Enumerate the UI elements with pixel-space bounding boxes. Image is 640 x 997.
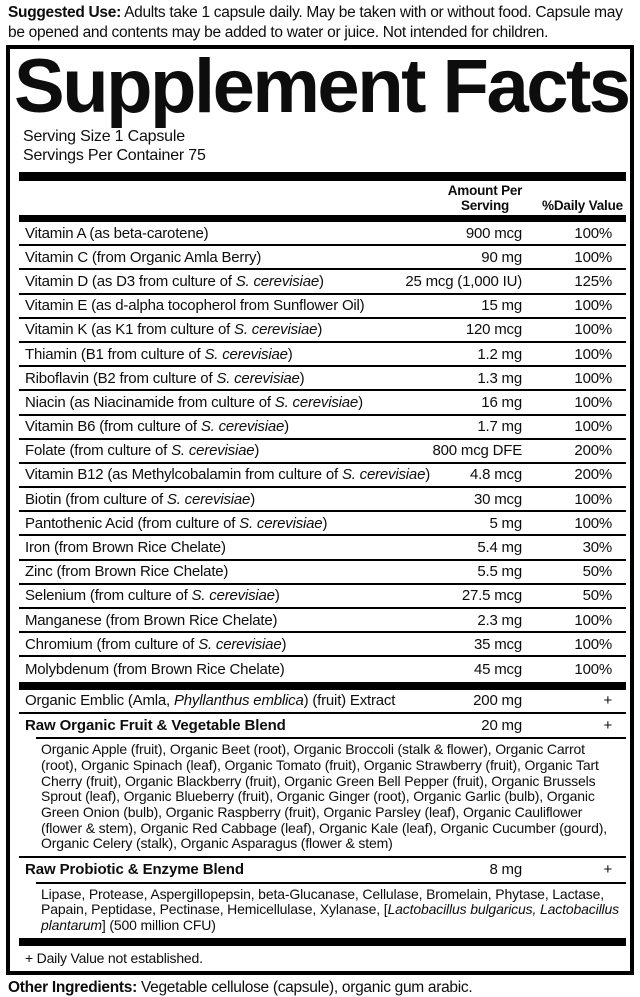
amount-per-serving-value: 5.4 mg [477, 539, 522, 557]
table-row [19, 585, 626, 609]
amount-per-serving-value: 5 mg [489, 514, 522, 532]
nutrient-name: Iron (from Brown Rice Chelate) [25, 539, 226, 557]
nutrient-name: Raw Probiotic & Enzyme Blend [25, 861, 244, 879]
nutrient-name: Riboflavin (B2 from culture of S. cerevisiae) [25, 369, 305, 387]
table-row [19, 609, 626, 633]
dv-footnote: + Daily Value not established. [25, 949, 203, 966]
facts-table [19, 172, 626, 971]
servings-per-container: Servings Per Container 75 [23, 147, 206, 164]
daily-value-percent: + [603, 861, 612, 879]
nutrient-name: Niacin (as Niacinamide from culture of S. cerevisiae) [25, 393, 363, 411]
table-row [19, 343, 626, 367]
daily-value-percent: 100% [574, 345, 612, 363]
daily-value-percent: 200% [574, 466, 612, 484]
table-row [19, 464, 626, 488]
nutrient-name: Vitamin B6 (from culture of S. cerevisiae) [25, 418, 289, 436]
nutrient-name: Vitamin A (as beta-carotene) [25, 224, 209, 242]
table-row [19, 714, 626, 738]
table-row [19, 222, 626, 246]
amount-per-serving-value: 15 mg [481, 297, 522, 315]
divider-bar-top [19, 172, 626, 181]
nutrient-name: Raw Organic Fruit & Vegetable Blend [25, 717, 286, 734]
daily-value-percent: 100% [574, 224, 612, 242]
serving-info [23, 127, 630, 165]
amount-per-serving-value: 16 mg [481, 393, 522, 411]
amount-per-serving-value: 27.5 mcg [461, 587, 522, 605]
daily-value-percent: + [603, 717, 612, 734]
divider-bar-section [19, 682, 626, 690]
amount-per-serving-value: 8 mg [489, 861, 522, 879]
daily-value-percent: 100% [574, 418, 612, 436]
nutrient-name: Folate (from culture of S. cerevisiae) [25, 442, 260, 460]
nutrient-name: Vitamin K (as K1 from culture of S. cerevisiae) [25, 321, 323, 339]
daily-value-header: %Daily Value [542, 198, 623, 213]
daily-value-percent: 100% [574, 635, 612, 653]
divider-bar-footnote [19, 938, 626, 946]
nutrient-name: Vitamin E (as d-alpha tocopherol from Sunflower Oil) [25, 297, 365, 315]
table-row [19, 295, 626, 319]
amount-per-serving-value: 45 mcg [474, 660, 522, 678]
table-row [19, 657, 626, 681]
amount-per-serving-value: 30 mcg [474, 490, 522, 508]
nutrient-name: Pantothenic Acid (from culture of S. cerevisiae) [25, 514, 328, 532]
column-header-row [19, 181, 626, 215]
daily-value-percent: 100% [574, 660, 612, 678]
botanical-rows [19, 690, 626, 938]
nutrient-rows [19, 222, 626, 682]
daily-value-percent: 100% [574, 490, 612, 508]
daily-value-percent: 100% [574, 393, 612, 411]
amount-per-serving-value: 1.3 mg [477, 369, 522, 387]
amount-per-serving-value: 4.8 mcg [470, 466, 522, 484]
nutrient-name: Organic Emblic (Amla, Phyllanthus emblica) (fruit) Extract [25, 692, 396, 710]
table-row [19, 416, 626, 440]
amount-per-serving-value: 200 mg [473, 692, 522, 710]
table-row [19, 488, 626, 512]
table-row [19, 246, 626, 270]
amount-per-serving-value: 35 mcg [474, 635, 522, 653]
nutrient-name: Vitamin D (as D3 from culture of S. cerevisiae) [25, 272, 324, 290]
suggested-use-text: Adults take 1 capsule daily. May be taken with or without food. Capsule may be opened and contents may be added to water or juice. Not intended for children. [8, 4, 623, 41]
table-row [19, 367, 626, 391]
daily-value-percent: 100% [574, 514, 612, 532]
other-ingredients-label: Other Ingredients: [8, 978, 137, 996]
amount-per-serving-value: 2.3 mg [477, 611, 522, 629]
table-row [19, 270, 626, 294]
amount-per-serving-value: 800 mcg DFE [432, 442, 522, 460]
amount-per-serving-value: 20 mg [481, 717, 522, 734]
other-ingredients [0, 975, 640, 997]
table-row [19, 440, 626, 464]
nutrient-name: Chromium (from culture of S. cerevisiae) [25, 635, 287, 653]
daily-value-percent: 100% [574, 321, 612, 339]
nutrient-name: Vitamin B12 (as Methylcobalamin from culture of S. cerevisiae) [25, 466, 431, 484]
table-row [19, 561, 626, 585]
nutrient-name: Thiamin (B1 from culture of S. cerevisiae) [25, 345, 293, 363]
other-ingredients-text: Vegetable cellulose (capsule), organic gum arabic. [136, 978, 473, 996]
nutrient-name: Molybdenum (from Brown Rice Chelate) [25, 660, 285, 678]
amount-per-serving-value: 5.5 mg [477, 563, 522, 581]
daily-value-percent: 30% [582, 539, 612, 557]
panel-title: Supplement Facts [14, 44, 629, 129]
table-row [19, 391, 626, 415]
daily-value-percent: 200% [574, 442, 612, 460]
nutrient-name: Biotin (from culture of S. cerevisiae) [25, 490, 255, 508]
table-row [19, 858, 626, 882]
supplement-facts-panel [6, 45, 634, 975]
amount-per-serving-value: 900 mcg [465, 224, 522, 242]
amount-per-serving-value: 120 mcg [465, 321, 522, 339]
amount-per-serving-value: 25 mcg (1,000 IU) [405, 272, 522, 290]
table-row [19, 319, 626, 343]
daily-value-percent: 125% [574, 272, 612, 290]
daily-value-percent: + [603, 692, 612, 710]
daily-value-percent: 100% [574, 248, 612, 266]
table-row [19, 633, 626, 657]
blend-ingredient-list: Organic Apple (fruit), Organic Beet (root), Organic Broccoli (stalk & flower), Organic Carrot (root), Organic Spinach (leaf), Organic Tomato (fruit), Organic Strawberry (fruit), Organic Tart Cherry (fruit), Organic Blackberry (fruit), Organic Green Bell Pepper (fruit), Organic Brussels Sprout (leaf), Organic Blueberry (fruit), Organic Ginger (root), Organic Garlic (bulb), Organic Green Onion (bulb), Organic Raspberry (fruit), Organic Parsley (leaf), Organic Cauliflower (flower & stem), Organic Red Cabbage (leaf), Organic Kale (leaf), Organic Cucumber (gourd), Organic Celery (stalk), Organic Asparagus (flower & stem) [19, 739, 626, 858]
amount-per-serving-value: 1.7 mg [477, 418, 522, 436]
serving-size: Serving Size 1 Capsule [23, 128, 185, 145]
table-row [19, 690, 626, 714]
daily-value-percent: 100% [574, 369, 612, 387]
blend-ingredient-list: Lipase, Protease, Aspergillopepsin, beta-Glucanase, Cellulase, Bromelain, Phytase, Lactase, Papain, Peptidase, Pectinase, Hemicellulase, Xylanase, [Lactobacillus bulgaricus, Lactobacillus plantarum] (500 million CFU) [41, 885, 619, 934]
table-row [19, 536, 626, 560]
daily-value-percent: 50% [582, 563, 612, 581]
daily-value-percent: 100% [574, 611, 612, 629]
table-row [19, 512, 626, 536]
suggested-use-label: Suggested Use: [8, 4, 121, 21]
nutrient-name: Selenium (from culture of S. cerevisiae) [25, 587, 280, 605]
nutrient-name: Zinc (from Brown Rice Chelate) [25, 563, 229, 581]
divider-bar-header [19, 215, 626, 222]
amount-per-serving-header: Amount Per Serving [447, 183, 523, 213]
daily-value-percent: 100% [574, 297, 612, 315]
suggested-use [0, 0, 640, 42]
amount-per-serving-value: 1.2 mg [477, 345, 522, 363]
daily-value-percent: 50% [582, 587, 612, 605]
nutrient-name: Vitamin C (from Organic Amla Berry) [25, 248, 262, 266]
amount-per-serving-value: 90 mg [481, 248, 522, 266]
nutrient-name: Manganese (from Brown Rice Chelate) [25, 611, 278, 629]
